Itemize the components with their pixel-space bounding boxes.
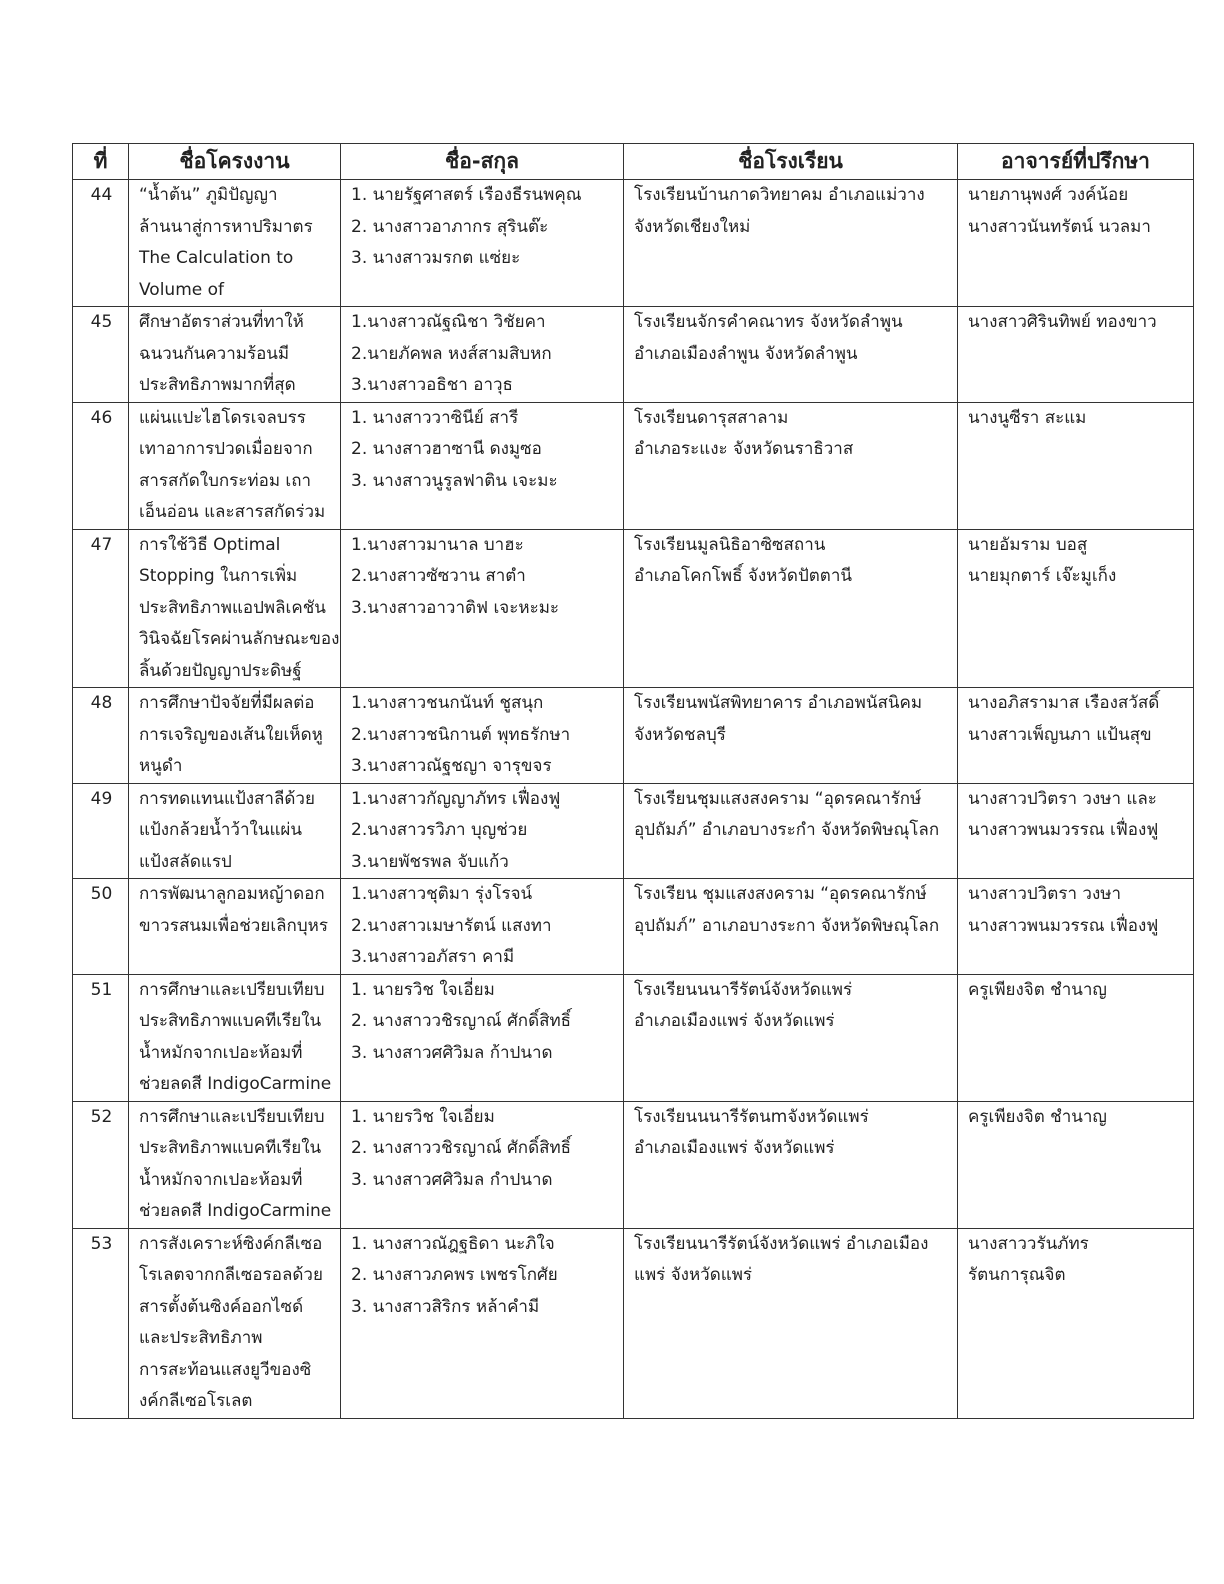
header-no: ที่	[73, 144, 129, 180]
table-row	[73, 688, 1194, 784]
school-line: จังหวัดเชียงใหม่	[634, 216, 751, 237]
members-line: 2. นางสาวฮาซานี ดงมูซอ	[351, 439, 542, 459]
project-line: เอ็นอ่อน และสารสกัดร่วม	[139, 502, 326, 522]
advisor-line: นายมุกตาร์ เจ๊ะมูเก็ง	[968, 566, 1117, 586]
project-line: หนูดำ	[139, 756, 183, 776]
table-row	[73, 879, 1194, 975]
school-line: อุปถัมภ์” อำเภอบางระกำ จังหวัดพิษณุโลก	[634, 820, 940, 840]
members-line: 1.นางสาวชนกนันท์ ชูสนุก	[351, 693, 544, 713]
school-line: อำเภอโคกโพธิ์ จังหวัดปัตตานี	[634, 566, 852, 586]
project-cell	[129, 688, 341, 784]
members-line: 2.นางสาวซัซวาน สาตำ	[351, 566, 526, 586]
project-cell	[129, 879, 341, 975]
table-row	[73, 974, 1194, 1101]
school-cell	[624, 688, 958, 784]
project-line: ประสิทธิภาพมากที่สุด	[139, 375, 296, 395]
members-cell	[341, 529, 624, 688]
advisor-cell	[958, 688, 1194, 784]
members-cell	[341, 180, 624, 307]
members-line: 2. นางสาววชิรญาณ์ ศักดิ์สิทธิ์	[351, 1011, 572, 1031]
members-cell	[341, 879, 624, 975]
advisor-line: นางสาวศิรินทิพย์ ทองขาว	[968, 312, 1157, 332]
members-line: 3. นางสาวนูรูลฟาติน เจะมะ	[351, 470, 558, 491]
members-cell	[341, 402, 624, 529]
school-cell	[624, 1101, 958, 1228]
project-line: สารตั้งต้นซิงค์ออกไซด์	[139, 1296, 304, 1317]
project-line: การศึกษาและเปรียบเทียบ	[139, 1106, 325, 1127]
advisor-cell	[958, 180, 1194, 307]
members-line: 2. นางสาววชิรญาณ์ ศักดิ์สิทธิ์	[351, 1138, 572, 1158]
row-number: 53	[73, 1228, 129, 1418]
project-line: ฉนวนกันความร้อนมี	[139, 343, 290, 364]
advisor-cell	[958, 1228, 1194, 1418]
project-cell	[129, 974, 341, 1101]
table-row	[73, 529, 1194, 688]
row-number: 51	[73, 974, 129, 1101]
advisor-line: ครูเพียงจิต ชำนาญ	[968, 979, 1107, 1000]
advisor-cell	[958, 529, 1194, 688]
table-row	[73, 1228, 1194, 1418]
advisor-line: นางสาวพนมวรรณ เฟื่องฟู	[968, 820, 1159, 840]
school-line: โรงเรียนพนัสพิทยาคาร อำเภอพนัสนิคม	[634, 693, 923, 713]
members-line: 3.นางสาวอภัสรา คามี	[351, 947, 515, 967]
project-cell	[129, 402, 341, 529]
project-line: น้ำหมักจากเปอะห้อมที่	[139, 1169, 303, 1190]
school-cell	[624, 402, 958, 529]
school-line: อำเภอเมืองแพร่ จังหวัดแพร่	[634, 1138, 835, 1158]
members-line: 1.นางสาวกัญญาภัทร เฟื่องฟู	[351, 788, 561, 809]
header-members: ชื่อ-สกุล	[341, 144, 624, 180]
members-line: 2. นางสาวภคพร เพชรโกศัย	[351, 1265, 558, 1285]
row-number: 52	[73, 1101, 129, 1228]
school-line: อุปถัมภ์” อาเภอบางระกา จังหวัดพิษณุโลก	[634, 915, 940, 936]
school-line: แพร่ จังหวัดแพร่	[634, 1265, 753, 1285]
table-row	[73, 307, 1194, 403]
project-line: สารสกัดใบกระท่อม เถา	[139, 470, 312, 491]
school-line: โรงเรียนนารีรัตน์จังหวัดแพร่ อำเภอเมือง	[634, 1233, 929, 1254]
project-line: ล้านนาสู่การหาปริมาตร	[139, 216, 313, 237]
projects-table	[72, 143, 1194, 1419]
project-line: ศึกษาอัตราส่วนที่ทาให้	[139, 312, 304, 332]
school-line: โรงเรียนชุมแสงสงคราม “อุดรคณารักษ์	[634, 788, 922, 809]
members-line: 3. นางสาวศศิวิมล กำปนาด	[351, 1169, 553, 1190]
members-line: 1. นางสาวณัฎฐธิดา นะภิใจ	[351, 1233, 555, 1254]
row-number: 46	[73, 402, 129, 529]
members-line: 1.นางสาวมานาล บาฮะ	[351, 534, 524, 555]
table-row	[73, 783, 1194, 879]
school-line: โรงเรียนนนารีรัตนmจังหวัดแพร่	[634, 1106, 869, 1127]
members-line: 1.นางสาวชุติมา รุ่งโรจน์	[351, 884, 533, 904]
advisor-line: นายอัมราม บอสู	[968, 534, 1088, 555]
advisor-line: รัตนการุณจิต	[968, 1265, 1066, 1285]
members-cell	[341, 783, 624, 879]
project-line: น้ำหมักจากเปอะห้อมที่	[139, 1042, 303, 1063]
members-line: 3. นางสาวสิริกร หล้าคำมี	[351, 1296, 540, 1317]
project-line: การศึกษาปัจจัยที่มีผลต่อ	[139, 693, 315, 713]
project-line: ประสิทธิภาพแบคทีเรียใน	[139, 1138, 322, 1158]
members-cell	[341, 307, 624, 403]
row-number: 49	[73, 783, 129, 879]
project-line: แผ่นแปะไฮโดรเจลบรร	[139, 407, 306, 428]
advisor-cell	[958, 879, 1194, 975]
members-line: 3. นางสาวศศิวิมล ก้าปนาด	[351, 1042, 553, 1063]
project-cell	[129, 307, 341, 403]
advisor-line: นางนูซีรา สะแม	[968, 407, 1087, 428]
project-line: “น้ำต้น” ภูมิปัญญา	[139, 185, 278, 205]
row-number: 45	[73, 307, 129, 403]
school-line: อำเภอระแงะ จังหวัดนราธิวาส	[634, 439, 854, 459]
members-cell	[341, 1228, 624, 1418]
advisor-line: นางสาววรันภัทร	[968, 1233, 1089, 1254]
school-cell	[624, 879, 958, 975]
school-line: โรงเรียนจักรคำคณาทร จังหวัดลำพูน	[634, 312, 903, 332]
members-line: 2.นางสาวรวิภา บุญช่วย	[351, 820, 528, 840]
project-line: และประสิทธิภาพ	[139, 1328, 263, 1348]
advisor-line: นางสาวพนมวรรณ เฟื่องฟู	[968, 915, 1159, 936]
school-line: โรงเรียนดารุสสาลาม	[634, 407, 789, 428]
row-number: 48	[73, 688, 129, 784]
row-number: 44	[73, 180, 129, 307]
members-line: 2.นายภัคพล หงส์สามสิบหก	[351, 343, 552, 364]
members-line: 1. นายรัฐศาสตร์ เรืองธีรนพคุณ	[351, 185, 582, 205]
members-cell	[341, 688, 624, 784]
members-cell	[341, 1101, 624, 1228]
project-line: Stopping ในการเพิ่ม	[139, 566, 298, 586]
project-line: แป้งกล้วยน้ำว้าในแผ่น	[139, 820, 302, 840]
project-line: โรเลตจากกลีเซอรอลด้วย	[139, 1265, 323, 1285]
advisor-line: ครูเพียงจิต ชำนาญ	[968, 1106, 1107, 1127]
advisor-line: นางสาวเพ็ญนภา แป้นสุข	[968, 724, 1152, 745]
school-cell	[624, 529, 958, 688]
project-cell	[129, 783, 341, 879]
members-line: 2. นางสาวอาภากร สุรินต๊ะ	[351, 216, 549, 237]
project-cell	[129, 529, 341, 688]
project-line: ประสิทธิภาพแอปพลิเคชัน	[139, 597, 326, 618]
project-line: ประสิทธิภาพแบคทีเรียใน	[139, 1011, 322, 1031]
members-line: 1. นายรวิช ใจเอี่ยม	[351, 979, 495, 1000]
project-line: การทดแทนแป้งสาลีด้วย	[139, 788, 315, 809]
advisor-cell	[958, 783, 1194, 879]
row-number: 50	[73, 879, 129, 975]
project-line: การศึกษาและเปรียบเทียบ	[139, 979, 325, 1000]
project-line: Volume of	[139, 279, 225, 300]
row-number: 47	[73, 529, 129, 688]
header-project: ชื่อโครงงาน	[129, 144, 341, 180]
members-cell	[341, 974, 624, 1101]
table-row	[73, 402, 1194, 529]
advisor-line: นางสาวปวิตรา วงษา	[968, 884, 1121, 904]
school-line: อำเภอเมืองลำพูน จังหวัดลำพูน	[634, 343, 858, 364]
members-line: 2.นางสาวชนิกานต์ พุทธรักษา	[351, 724, 571, 745]
advisor-line: นายภานุพงศ์ วงค์น้อย	[968, 185, 1129, 205]
project-line: The Calculation to	[139, 248, 294, 268]
advisor-cell	[958, 974, 1194, 1101]
project-line: วินิจฉัยโรคผ่านลักษณะของ	[139, 629, 340, 649]
school-line: โรงเรียนมูลนิธิอาซิซสถาน	[634, 534, 826, 555]
school-line: อำเภอเมืองแพร่ จังหวัดแพร่	[634, 1011, 835, 1031]
table-row	[73, 180, 1194, 307]
header-school: ชื่อโรงเรียน	[624, 144, 958, 180]
school-cell	[624, 974, 958, 1101]
school-line: โรงเรียนบ้านกาดวิทยาคม อำเภอแม่วาง	[634, 185, 925, 205]
table-row	[73, 1101, 1194, 1228]
advisor-cell	[958, 307, 1194, 403]
school-cell	[624, 180, 958, 307]
project-cell	[129, 1101, 341, 1228]
advisor-line: นางสาวปวิตรา วงษา และ	[968, 788, 1157, 809]
project-line: การใช้วิธี Optimal	[139, 534, 281, 555]
project-line: ช่วยลดสี IndigoCarmine	[139, 1201, 332, 1221]
members-line: 3.นางสาวอธิชา อาวุธ	[351, 375, 513, 395]
members-line: 1. นางสาววาซินีย์ สารี	[351, 407, 519, 428]
school-line: จังหวัดชลบุรี	[634, 724, 726, 745]
school-cell	[624, 783, 958, 879]
members-line: 3. นางสาวมรกต แซ่ยะ	[351, 248, 521, 268]
project-cell	[129, 180, 341, 307]
project-line: การพัฒนาลูกอมหญ้าดอก	[139, 884, 325, 904]
project-line: ช่วยลดสี IndigoCarmine	[139, 1074, 332, 1094]
project-line: เทาอาการปวดเมื่อยจาก	[139, 439, 313, 459]
members-line: 3.นางสาวอาวาติฟ เจะหะมะ	[351, 597, 560, 618]
members-line: 1. นายรวิช ใจเอี่ยม	[351, 1106, 495, 1127]
members-line: 1.นางสาวณัฐณิชา วิชัยคา	[351, 312, 546, 332]
advisor-cell	[958, 1101, 1194, 1228]
advisor-line: นางอภิสรามาส เรืองสวัสดิ์	[968, 693, 1160, 713]
project-line: งค์กลีเซอโรเลต	[139, 1391, 253, 1411]
advisor-line: นางสาวนันทรัตน์ นวลมา	[968, 216, 1151, 237]
project-line: การเจริญของเส้นใยเห็ดหู	[139, 724, 323, 745]
header-advisor: อาจารย์ที่ปรึกษา	[958, 144, 1194, 180]
project-line: ลิ้นด้วยปัญญาประดิษฐ์	[139, 660, 302, 681]
members-line: 2.นางสาวเมษารัตน์ แสงทา	[351, 915, 552, 936]
school-cell	[624, 1228, 958, 1418]
school-line: โรงเรียนนนารีรัตน์จังหวัดแพร่	[634, 979, 853, 1000]
school-line: โรงเรียน ชุมแสงสงคราม “อุดรคณารักษ์	[634, 884, 927, 904]
table-header-row	[73, 144, 1194, 180]
project-cell	[129, 1228, 341, 1418]
project-line: แป้งสลัดแรป	[139, 851, 232, 872]
advisor-cell	[958, 402, 1194, 529]
project-line: การสังเคราะห์ซิงค์กลีเซอ	[139, 1233, 323, 1254]
school-cell	[624, 307, 958, 403]
project-line: การสะท้อนแสงยูวีของซิ	[139, 1359, 312, 1380]
project-line: ขาวรสนมเพื่อช่วยเลิกบุหร	[139, 915, 328, 936]
members-line: 3.นางสาวณัฐชญา จารุขจร	[351, 756, 552, 776]
members-line: 3.นายพัชรพล จับแก้ว	[351, 851, 509, 872]
